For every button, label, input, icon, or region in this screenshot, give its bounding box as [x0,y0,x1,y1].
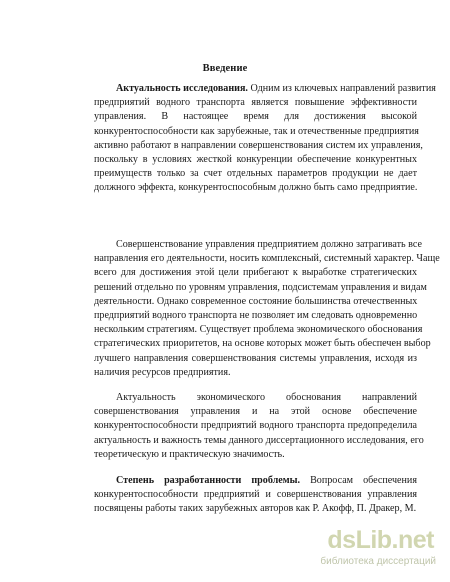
text-line [94,125,417,139]
text-line [94,448,417,462]
line-text: наличия ресурсов предприятия. [94,366,231,378]
paragraph-relevance-justification [94,391,424,462]
text-line [94,238,422,252]
line-text: предприятий водного транспорта является повышение эффективности [94,97,417,109]
text-line [94,502,417,516]
text-line [94,96,417,110]
text-line [94,181,417,195]
line-text: теоретическую и практическую значимость. [94,448,285,460]
line-text: всего для достижения этой цели прибегают к выработке стратегических [94,267,417,279]
text-line [94,153,417,167]
text-line [94,488,417,502]
line-text: конкурентоспособности как зарубежные, так и отечественные предприятия [94,125,419,137]
paragraph-problem-development [94,474,417,517]
line-text: нескольким стратегиям. Существует проблема экономического обоснования [94,324,423,336]
line-text: Одним из ключевых направлений развития [247,83,436,94]
line-text: решений отдельно по уровням управления, подсистемам управления и видам [94,281,427,293]
section-heading: Введение [202,63,248,74]
line-text: предприятий водного транспорта не позволяет им следовать одновременно [94,309,418,321]
text-line [94,434,424,448]
text-line [94,266,417,280]
line-text: управления. В настоящее время для достижения высокой [94,111,417,123]
text-line [94,323,423,337]
text-line [94,252,440,266]
watermark-subtitle: библиотека диссертаций [320,556,436,567]
text-line [94,391,417,405]
text-line [94,366,417,380]
line-text: направления его деятельности, носить комплексный, системный характер. Чаще [94,253,440,265]
paragraph-management-improvement [94,238,440,380]
line-text: Совершенствование управления предприятием должно затрагивать все [116,239,422,250]
line-text: стратегических приоритетов, на основе которых может быть обеспечен выбор [94,338,431,350]
line-text: совершенствования управления и на этой основе обеспечение [94,406,417,418]
watermark-logo: dsLib.net [327,526,434,554]
line-text: Вопросам обеспечения [300,475,417,486]
text-line [94,405,417,419]
line-text: актуальность и важность темы данного диссертационного исследования, его [94,434,424,446]
watermark [320,526,438,572]
text-line [94,139,423,153]
text-line [94,110,417,124]
line-text: конкурентоспособности предприятий водного транспорта предопределила [94,420,417,432]
line-text: преимуществ только за счет отдельных параметров продукции не дает [94,168,417,180]
line-text: Актуальность экономического обоснования направлений [116,392,417,403]
text-line [94,309,417,323]
line-text: должного эффекта, конкурентоспособным должно быть само предприятие. [94,182,418,194]
line-text: поскольку в условиях жесткой конкуренции обеспечение конкурентных [94,153,417,165]
text-line [94,419,417,433]
line-text: активно работают в направлении совершенствования систем их управления, [94,139,423,151]
text-line [94,82,436,96]
text-line [94,167,417,181]
paragraph-relevance [94,82,436,196]
text-line [94,281,427,295]
text-line [94,474,417,488]
text-line [94,337,431,351]
bold-lead: Актуальность исследования. [116,83,248,94]
text-line [94,352,417,366]
line-text: лучшего направления совершенствования системы управления, исходя из [94,352,417,364]
line-text: посвящены работы таких зарубежных авторов как Р. Акофф, П. Дракер, М. [94,503,417,515]
line-text: конкурентоспособности предприятий и совершенствования управления [94,489,417,501]
bold-lead: Степень разработанности проблемы. [116,475,301,486]
line-text: деятельности. Однако современное состояние большинства отечественных [94,295,418,307]
text-line [94,295,417,309]
